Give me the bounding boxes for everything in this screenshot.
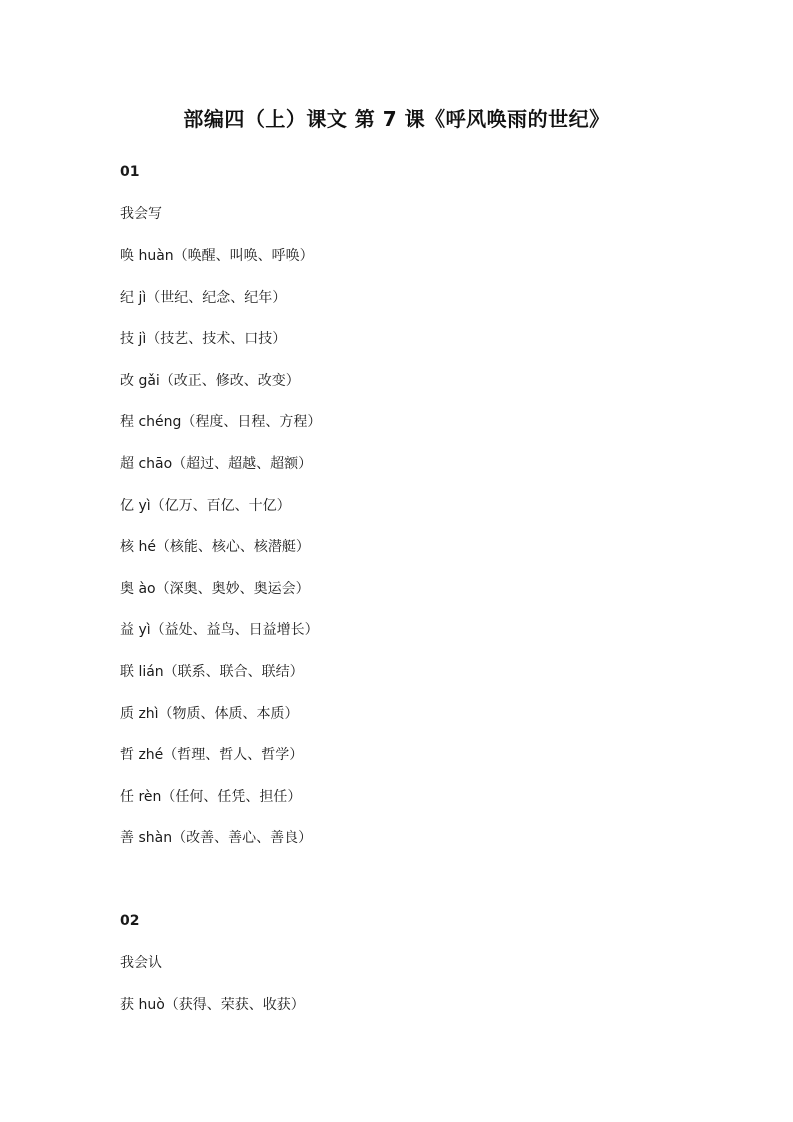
vocab-item: 任 rèn（任何、任凭、担任） — [120, 789, 302, 805]
vocab-item: 技 jì（技艺、技术、口技） — [120, 331, 287, 347]
vocab-item: 联 lián（联系、联合、联结） — [120, 664, 304, 680]
vocab-item: 亿 yì（亿万、百亿、十亿） — [120, 498, 291, 514]
vocab-item: 质 zhì（物质、体质、本质） — [120, 706, 299, 722]
vocab-item: 益 yì（益处、益鸟、日益增长） — [120, 622, 319, 638]
vocab-item: 超 chāo（超过、超越、超额） — [120, 456, 313, 472]
vocab-item: 获 huò（获得、荣获、收获） — [120, 997, 305, 1013]
document-title: 部编四（上）课文 第 7 课《呼风唤雨的世纪》 — [183, 107, 610, 131]
vocab-item: 核 hé（核能、核心、核潜艇） — [120, 539, 310, 555]
vocab-item: 纪 jì（世纪、纪念、纪年） — [120, 290, 287, 306]
section-heading: 我会写 — [120, 206, 162, 222]
vocab-item: 哲 zhé（哲理、哲人、哲学） — [120, 747, 304, 763]
vocab-item: 改 gǎi（改正、修改、改变） — [120, 373, 300, 389]
vocab-item: 唤 huàn（唤醒、叫唤、呼唤） — [120, 248, 314, 264]
section-number: 02 — [120, 913, 140, 929]
section-heading: 我会认 — [120, 955, 162, 971]
vocab-item: 程 chéng（程度、日程、方程） — [120, 414, 322, 430]
vocab-item: 善 shàn（改善、善心、善良） — [120, 830, 313, 846]
section-number: 01 — [120, 164, 140, 180]
vocab-item: 奥 ào（深奥、奥妙、奥运会） — [120, 581, 310, 597]
